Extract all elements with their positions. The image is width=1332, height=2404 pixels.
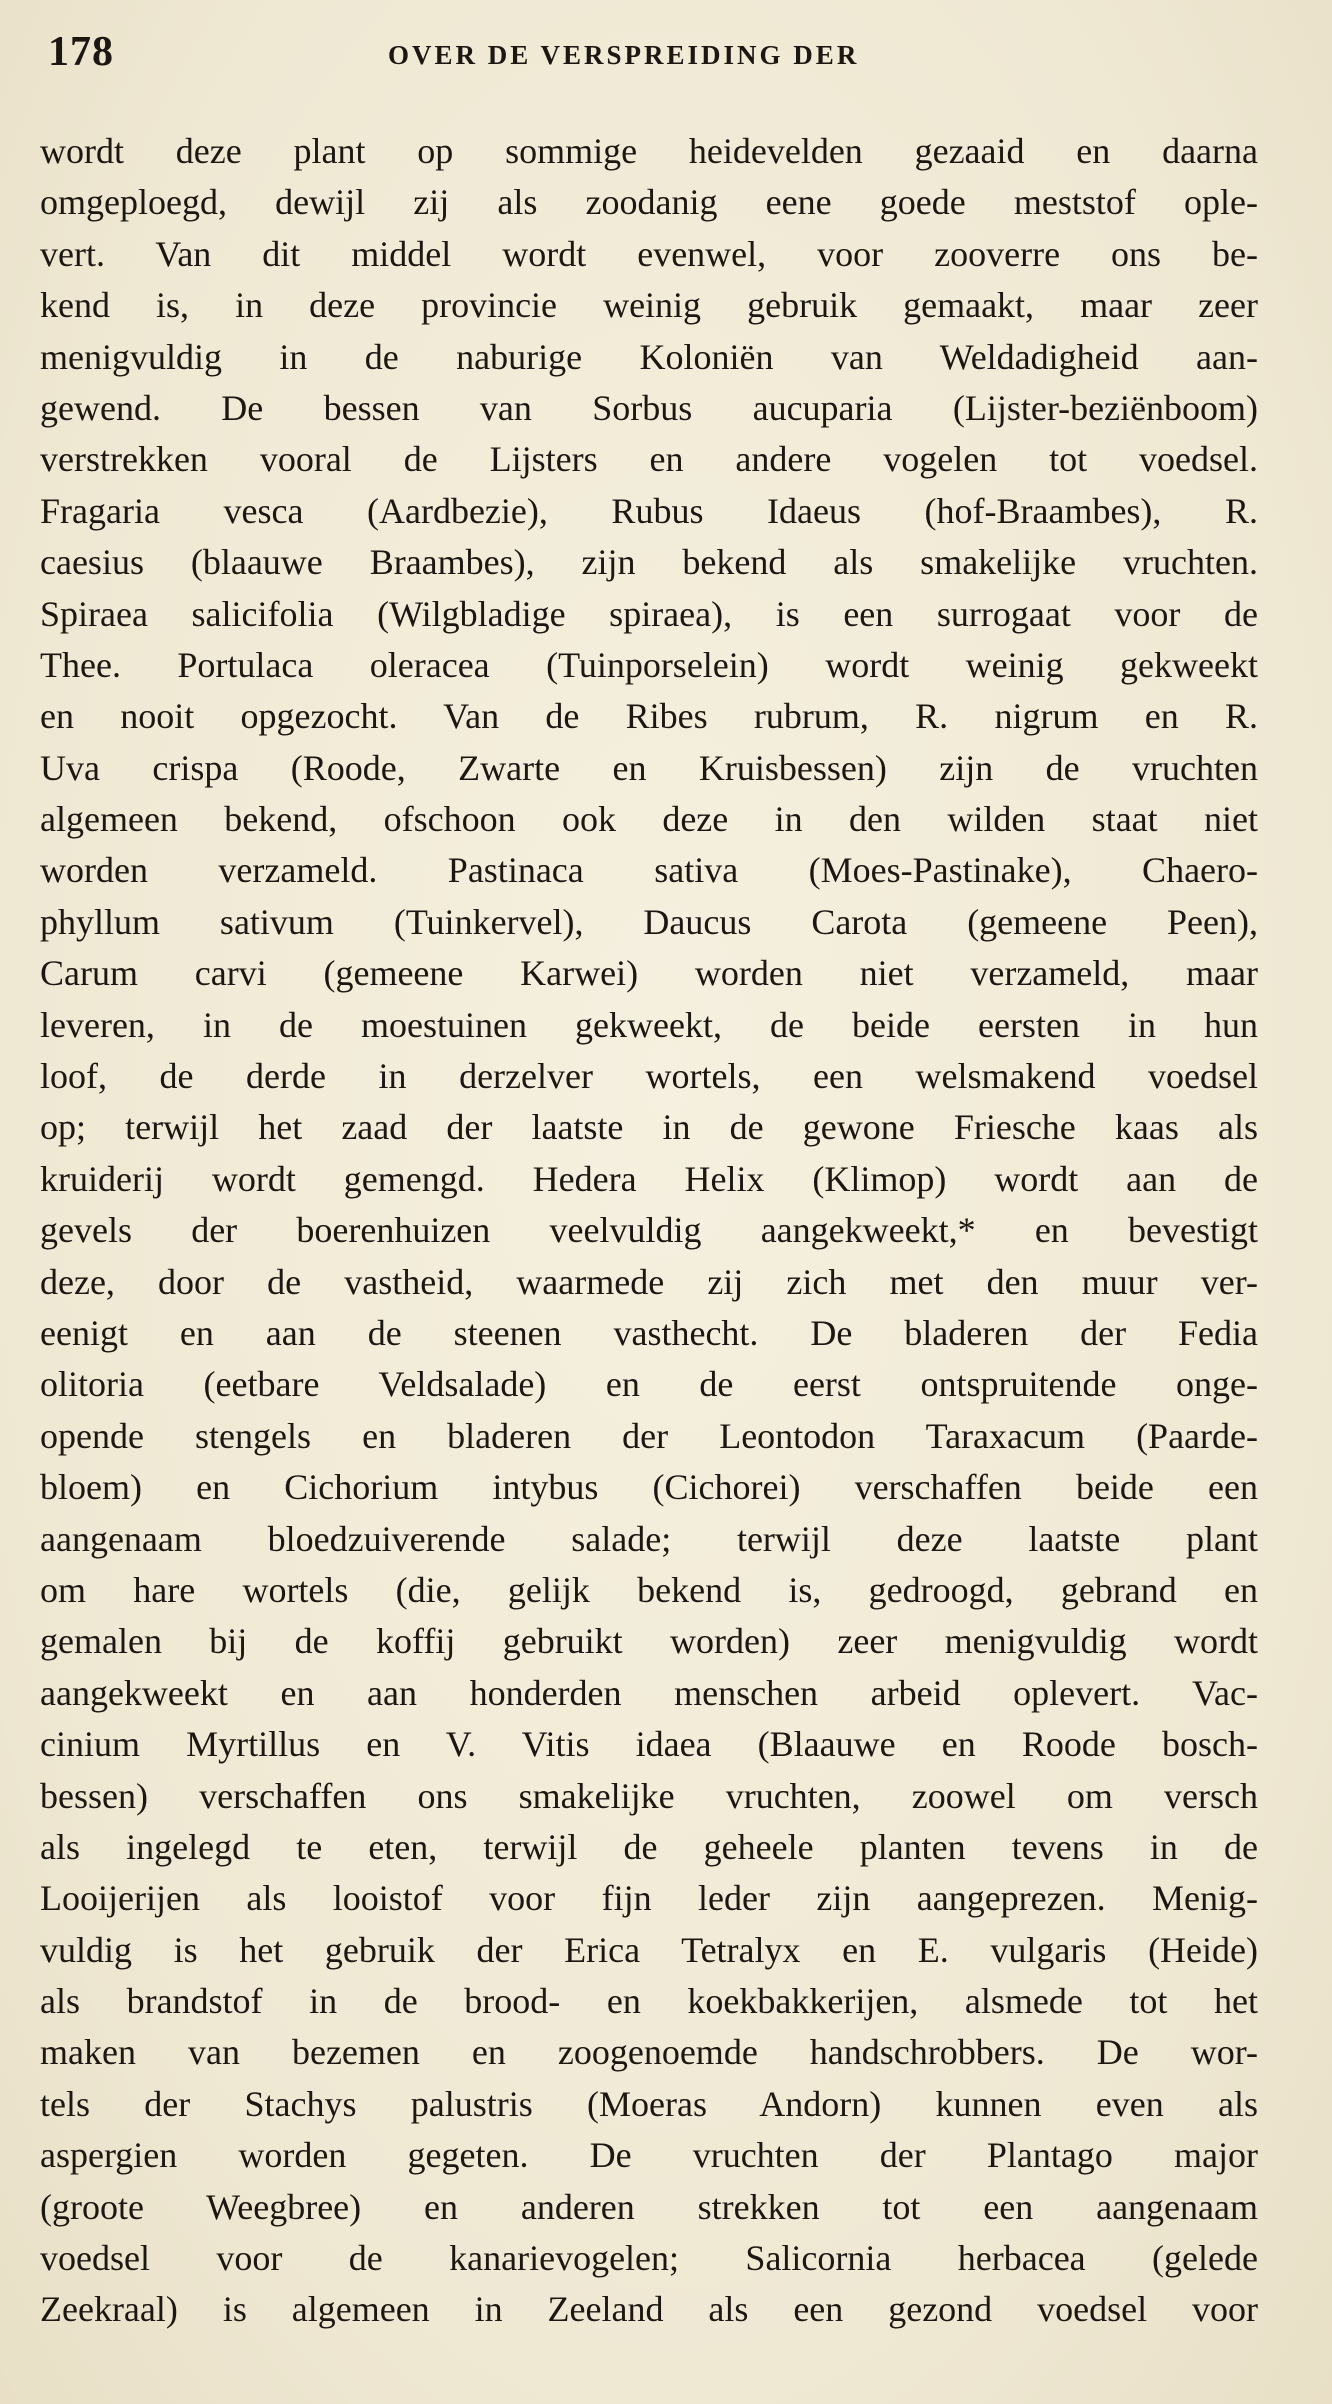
text-line: gewend. De bessen van Sorbus aucuparia (Lijster-beziënboom) (40, 387, 1258, 428)
text-line: maken van bezemen en zoogenoemde handschrobbers. De wor- (40, 2032, 1258, 2073)
text-line: aangekweekt en aan honderden menschen arbeid oplevert. Vac- (40, 1672, 1258, 1713)
text-line: deze, door de vastheid, waarmede zij zich met den muur ver- (40, 1261, 1258, 1302)
text-line: Spiraea salicifolia (Wilgbladige spiraea), is een surrogaat voor de (40, 593, 1258, 634)
text-line: opende stengels en bladeren der Leontodon Taraxacum (Paarde- (40, 1415, 1258, 1456)
text-line: olitoria (eetbare Veldsalade) en de eerst ontspruitende onge- (40, 1364, 1258, 1405)
text-line: tels der Stachys palustris (Moeras Andorn) kunnen even als (40, 2083, 1258, 2124)
text-line: voedsel voor de kanarievogelen; Salicornia herbacea (gelede (40, 2238, 1258, 2279)
text-line: als brandstof in de brood- en koekbakkerijen, alsmede tot het (40, 1981, 1258, 2022)
text-line: gevels der boerenhuizen veelvuldig aangekweekt,* en bevestigt (40, 1210, 1258, 1251)
text-line: bessen) verschaffen ons smakelijke vruchten, zoowel om versch (40, 1775, 1258, 1816)
text-line: Zeekraal) is algemeen in Zeeland als een gezond voedsel voor (40, 2289, 1258, 2330)
running-head: OVER DE VERSPREIDING DER (388, 40, 860, 70)
text-line: wordt deze plant op sommige heidevelden gezaaid en daarna (40, 131, 1258, 171)
text-line: Thee. Portulaca oleracea (Tuinporselein) wordt weinig gekweekt (40, 644, 1258, 685)
page-header (48, 28, 1248, 78)
text-line: Carum carvi (gemeene Karwei) worden niet verzameld, maar (40, 953, 1258, 994)
text-line: als ingelegd te eten, terwijl de geheele planten tevens in de (40, 1826, 1258, 1867)
text-line: menigvuldig in de naburige Koloniën van Weldadigheid aan- (40, 336, 1258, 377)
text-line: vuldig is het gebruik der Erica Tetralyx en E. vulgaris (Heide) (40, 1929, 1258, 1970)
text-line: Fragaria vesca (Aardbezie), Rubus Idaeus (hof-Braambes), R. (40, 490, 1258, 531)
text-line: vert. Van dit middel wordt evenwel, voor zooverre ons be- (40, 233, 1258, 274)
text-line: en nooit opgezocht. Van de Ribes rubrum, R. nigrum en R. (40, 696, 1258, 737)
text-line: om hare wortels (die, gelijk bekend is, gedroogd, gebrand en (40, 1569, 1258, 1610)
text-line: leveren, in de moestuinen gekweekt, de beide eersten in hun (40, 1004, 1258, 1045)
text-line: op; terwijl het zaad der laatste in de gewone Friesche kaas als (40, 1107, 1258, 1148)
text-line: Looijerijen als looistof voor fijn leder zijn aangeprezen. Menig- (40, 1878, 1258, 1919)
text-line: kruiderij wordt gemengd. Hedera Helix (Klimop) wordt aan de (40, 1158, 1258, 1199)
text-line: algemeen bekend, ofschoon ook deze in den wilden staat niet (40, 799, 1258, 840)
text-line: Uva crispa (Roode, Zwarte en Kruisbessen) zijn de vruchten (40, 747, 1258, 788)
text-line: bloem) en Cichorium intybus (Cichorei) verschaffen beide een (40, 1467, 1258, 1508)
text-line: eenigt en aan de steenen vasthecht. De bladeren der Fedia (40, 1312, 1258, 1353)
text-line: omgeploegd, dewijl zij als zoodanig eene goede meststof ople- (40, 182, 1258, 223)
text-line: worden verzameld. Pastinaca sativa (Moes-Pastinake), Chaero- (40, 850, 1258, 891)
text-line: loof, de derde in derzelver wortels, een welsmakend voedsel (40, 1056, 1258, 1097)
text-line: cinium Myrtillus en V. Vitis idaea (Blaauwe en Roode bosch- (40, 1724, 1258, 1765)
text-line: phyllum sativum (Tuinkervel), Daucus Carota (gemeene Peen), (40, 901, 1258, 942)
body-text (40, 126, 1258, 2336)
page-number: 178 (48, 29, 114, 75)
text-line: verstrekken vooral de Lijsters en andere vogelen tot voedsel. (40, 439, 1258, 480)
text-line: caesius (blaauwe Braambes), zijn bekend als smakelijke vruchten. (40, 542, 1258, 583)
text-line: (groote Weegbree) en anderen strekken tot een aangenaam (40, 2186, 1258, 2227)
text-line: gemalen bij de koffij gebruikt worden) zeer menigvuldig wordt (40, 1621, 1258, 1662)
text-line: aangenaam bloedzuiverende salade; terwijl deze laatste plant (40, 1518, 1258, 1559)
text-line: aspergien worden gegeten. De vruchten der Plantago major (40, 2135, 1258, 2176)
text-line: kend is, in deze provincie weinig gebruik gemaakt, maar zeer (40, 285, 1258, 326)
